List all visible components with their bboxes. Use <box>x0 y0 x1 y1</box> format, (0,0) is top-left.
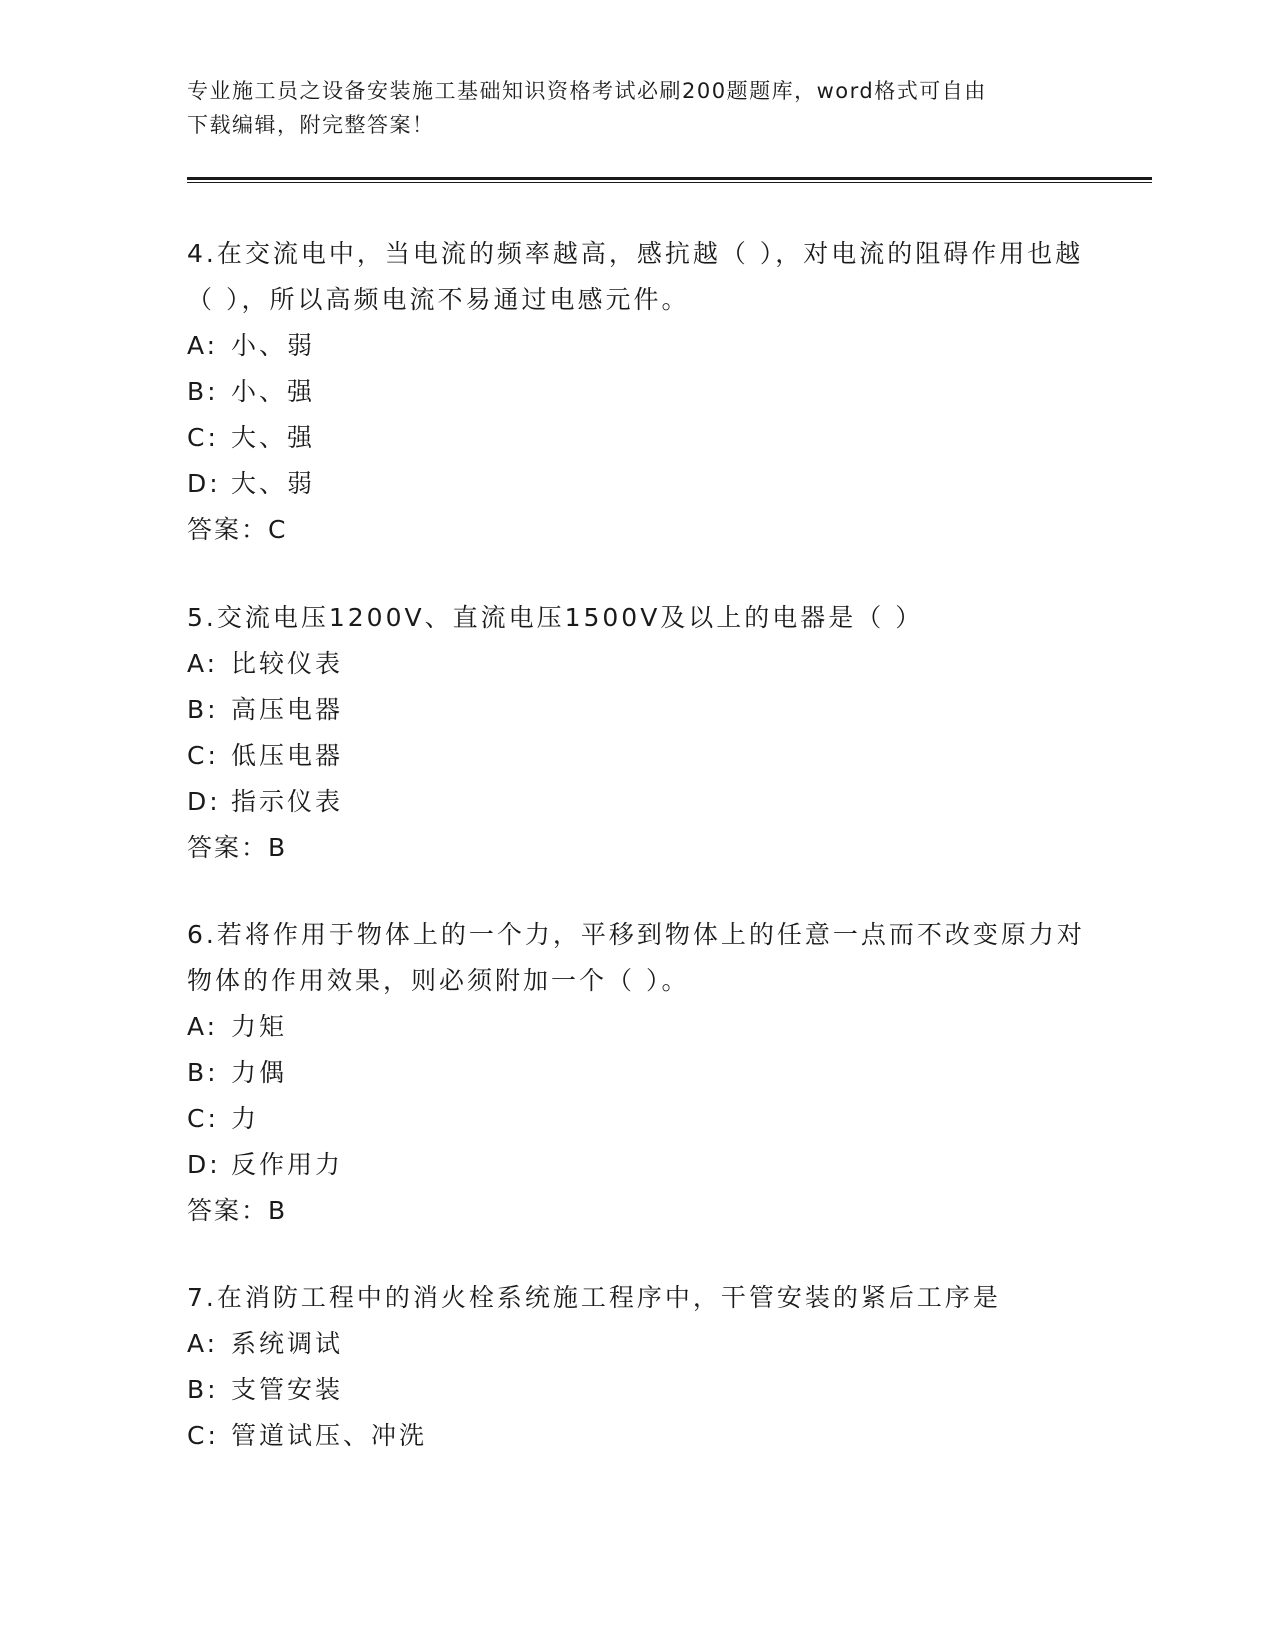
option-text: 力 <box>231 1104 260 1133</box>
option-d <box>187 779 1087 825</box>
option-c <box>187 415 1087 461</box>
option-letter: A: <box>187 331 219 360</box>
option-text: 管道试压、冲洗 <box>231 1421 428 1450</box>
header-divider-thin <box>187 182 1152 183</box>
option-d <box>187 1142 1087 1188</box>
option-letter: A: <box>187 649 219 678</box>
option-text: 大、强 <box>231 423 316 452</box>
option-text: 力偶 <box>231 1058 288 1087</box>
option-letter: A: <box>187 1012 219 1041</box>
question-stem: 4.在交流电中，当电流的频率越高，感抗越（ ），对电流的阻碍作用也越（ ），所以高频电流不易通过电感元件。 <box>187 239 1084 314</box>
question-4 <box>187 231 1087 553</box>
option-text: 支管安装 <box>231 1375 344 1404</box>
option-a <box>187 1321 1087 1367</box>
option-letter: A: <box>187 1329 219 1358</box>
option-b <box>187 369 1087 415</box>
option-c <box>187 733 1087 779</box>
option-text: 小、强 <box>231 377 316 406</box>
option-letter: C: <box>187 1421 219 1450</box>
option-c <box>187 1096 1087 1142</box>
question-stem: 5.交流电压1200V、直流电压1500V及以上的电器是（ ） <box>187 603 924 632</box>
option-b <box>187 687 1087 733</box>
option-text: 反作用力 <box>231 1150 344 1179</box>
header-divider-thick <box>187 177 1152 180</box>
option-c <box>187 1413 1087 1459</box>
option-text: 比较仪表 <box>231 649 344 678</box>
answer-line: 答案：B <box>187 833 288 862</box>
option-b <box>187 1050 1087 1096</box>
option-text: 高压电器 <box>231 695 344 724</box>
option-letter: B: <box>187 1058 219 1087</box>
option-text: 力矩 <box>231 1012 288 1041</box>
option-text: 小、弱 <box>231 331 316 360</box>
option-text: 低压电器 <box>231 741 344 770</box>
header-line-2: 下载编辑，附完整答案！ <box>187 113 435 137</box>
option-a <box>187 323 1087 369</box>
option-text: 指示仪表 <box>231 787 344 816</box>
option-letter: D: <box>187 787 221 816</box>
option-letter: B: <box>187 377 219 406</box>
option-letter: C: <box>187 423 219 452</box>
option-letter: C: <box>187 1104 219 1133</box>
option-letter: D: <box>187 1150 221 1179</box>
question-5 <box>187 595 1087 871</box>
option-letter: B: <box>187 1375 219 1404</box>
header-line-1: 专业施工员之设备安装施工基础知识资格考试必刷200题题库，word格式可自由 <box>187 79 987 103</box>
option-letter: B: <box>187 695 219 724</box>
answer-line: 答案：B <box>187 1196 288 1225</box>
option-a <box>187 1004 1087 1050</box>
option-letter: D: <box>187 469 221 498</box>
option-text: 大、弱 <box>231 469 316 498</box>
option-d <box>187 461 1087 507</box>
question-7 <box>187 1275 1087 1459</box>
question-stem: 7.在消防工程中的消火栓系统施工程序中，干管安装的紧后工序是 <box>187 1283 1001 1312</box>
question-stem: 6.若将作用于物体上的一个力，平移到物体上的任意一点而不改变原力对物体的作用效果，则必须附加一个（ ）。 <box>187 920 1085 995</box>
document-header <box>187 74 1067 142</box>
question-6 <box>187 912 1087 1234</box>
option-a <box>187 641 1087 687</box>
option-b <box>187 1367 1087 1413</box>
answer-line: 答案：C <box>187 515 288 544</box>
option-letter: C: <box>187 741 219 770</box>
option-text: 系统调试 <box>231 1329 344 1358</box>
